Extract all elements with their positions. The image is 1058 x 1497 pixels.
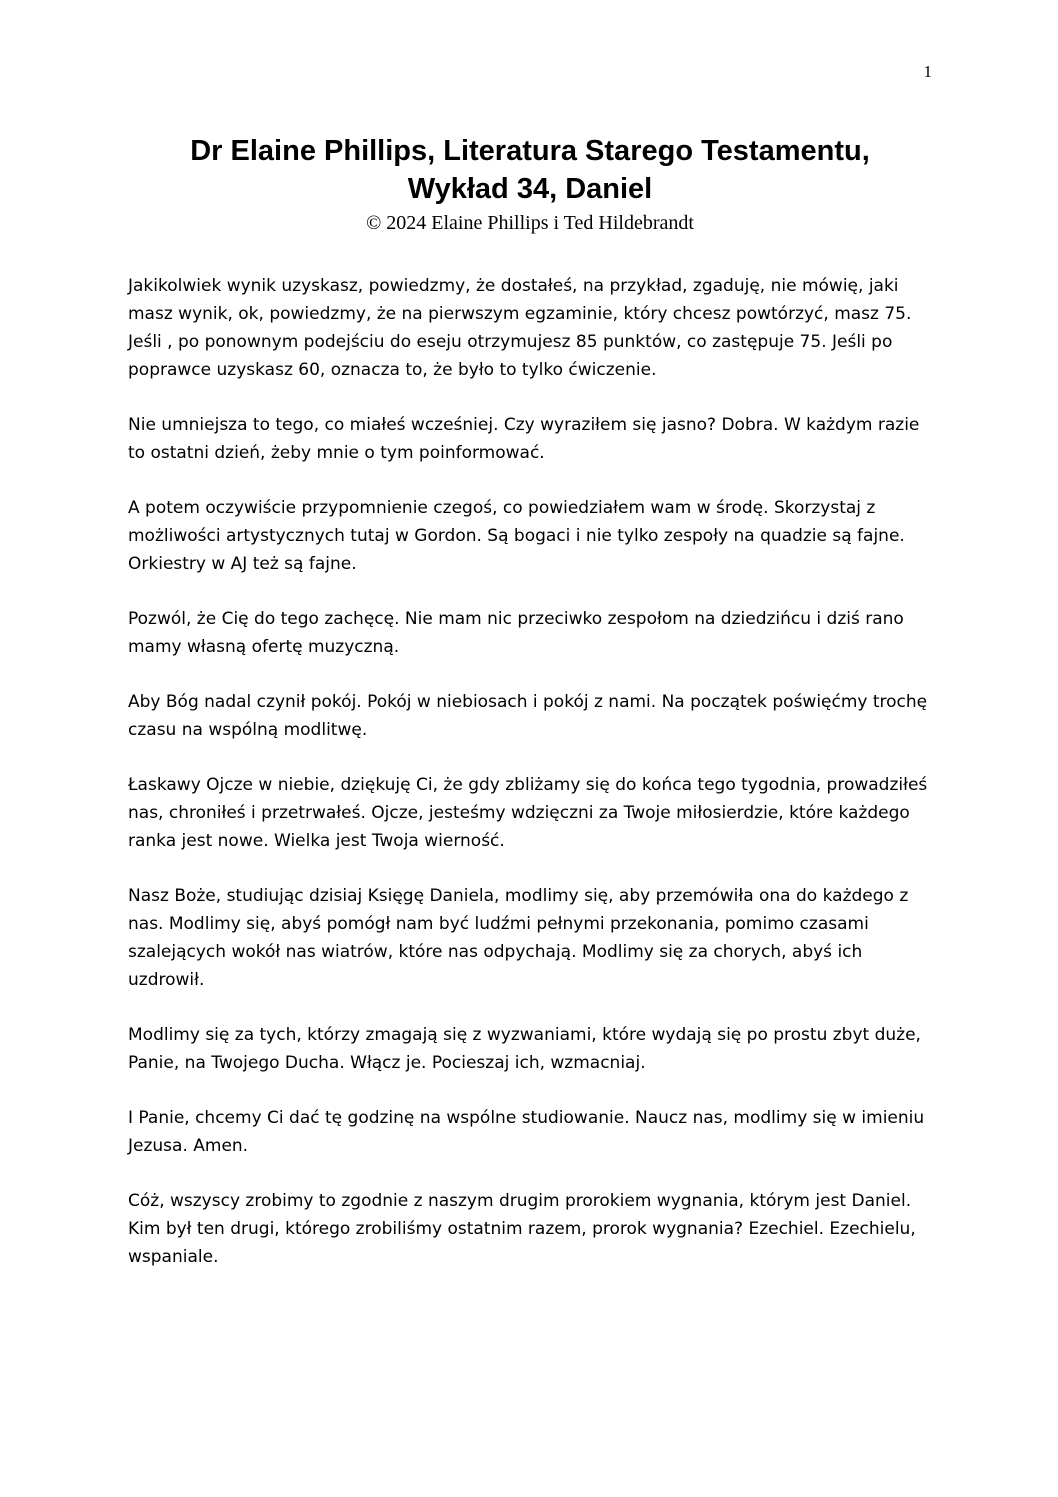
paragraph: Jakikolwiek wynik uzyskasz, powiedzmy, że dostałeś, na przykład, zgaduję, nie mówię, jaki masz wynik, ok, powiedzmy, że na pierwszym egzaminie, który chcesz powtórzyć, masz 75. Jeśli , po ponownym podejściu do eseju otrzymujesz 85 punktów, co zastępuje 75. Jeśli po poprawce uzyskasz 60, oznacza to, że było to tylko ćwiczenie. [128,276,912,380]
paragraph: I Panie, chcemy Ci dać tę godzinę na wspólne studiowanie. Naucz nas, modlimy się w imieniu Jezusa. Amen. [128,1108,925,1156]
paragraph: Nasz Boże, studiując dzisiaj Księgę Daniela, modlimy się, aby przemówiła ona do każdego z nas. Modlimy się, abyś pomógł nam być ludźmi pełnymi przekonania, pomimo czasami szalejących wokół nas wiatrów, które nas odpychają. Modlimy się za chorych, abyś ich uzdrowił. [128,886,909,990]
paragraph: Aby Bóg nadal czynił pokój. Pokój w niebiosach i pokój z nami. Na początek poświęćmy trochę czasu na wspólną modlitwę. [128,692,928,740]
copyright-line: © 2024 Elaine Phillips i Ted Hildebrandt [366,212,694,234]
paragraph: Modlimy się za tych, którzy zmagają się z wyzwaniami, które wydają się po prostu zbyt duże, Panie, na Twojego Ducha. Włącz je. Pocieszaj ich, wzmacniaj. [128,1025,921,1073]
title-line-2: Wykład 34, Daniel [407,173,653,205]
body-text [128,272,934,1298]
document-title [100,132,960,208]
paragraph: Nie umniejsza to tego, co miałeś wcześniej. Czy wyraziłem się jasno? Dobra. W każdym razie to ostatni dzień, żeby mnie o tym poinformować. [128,415,920,463]
title-line-1: Dr Elaine Phillips, Literatura Starego Testamentu, [190,135,870,167]
paragraph: A potem oczywiście przypomnienie czegoś, co powiedziałem wam w środę. Skorzystaj z możliwości artystycznych tutaj w Gordon. Są bogaci i nie tylko zespoły na quadzie są fajne. Orkiestry w AJ też są fajne. [128,498,905,574]
paragraph: Cóż, wszyscy zrobimy to zgodnie z naszym drugim prorokiem wygnania, którym jest Daniel. Kim był ten drugi, którego zrobiliśmy ostatnim razem, prorok wygnania? Ezechiel. Ezechielu, wspaniale. [128,1191,916,1267]
paragraph: Pozwól, że Cię do tego zachęcę. Nie mam nic przeciwko zespołom na dziedzińcu i dziś rano mamy własną ofertę muzyczną. [128,609,904,657]
paragraph: Łaskawy Ojcze w niebie, dziękuję Ci, że gdy zbliżamy się do końca tego tygodnia, prowadziłeś nas, chroniłeś i przetrwałeś. Ojcze, jesteśmy wdzięczni za Twoje miłosierdzie, które każdego ranka jest nowe. Wielka jest Twoja wierność. [128,775,928,851]
page-number: 1 [923,62,932,81]
title-block [100,132,960,236]
